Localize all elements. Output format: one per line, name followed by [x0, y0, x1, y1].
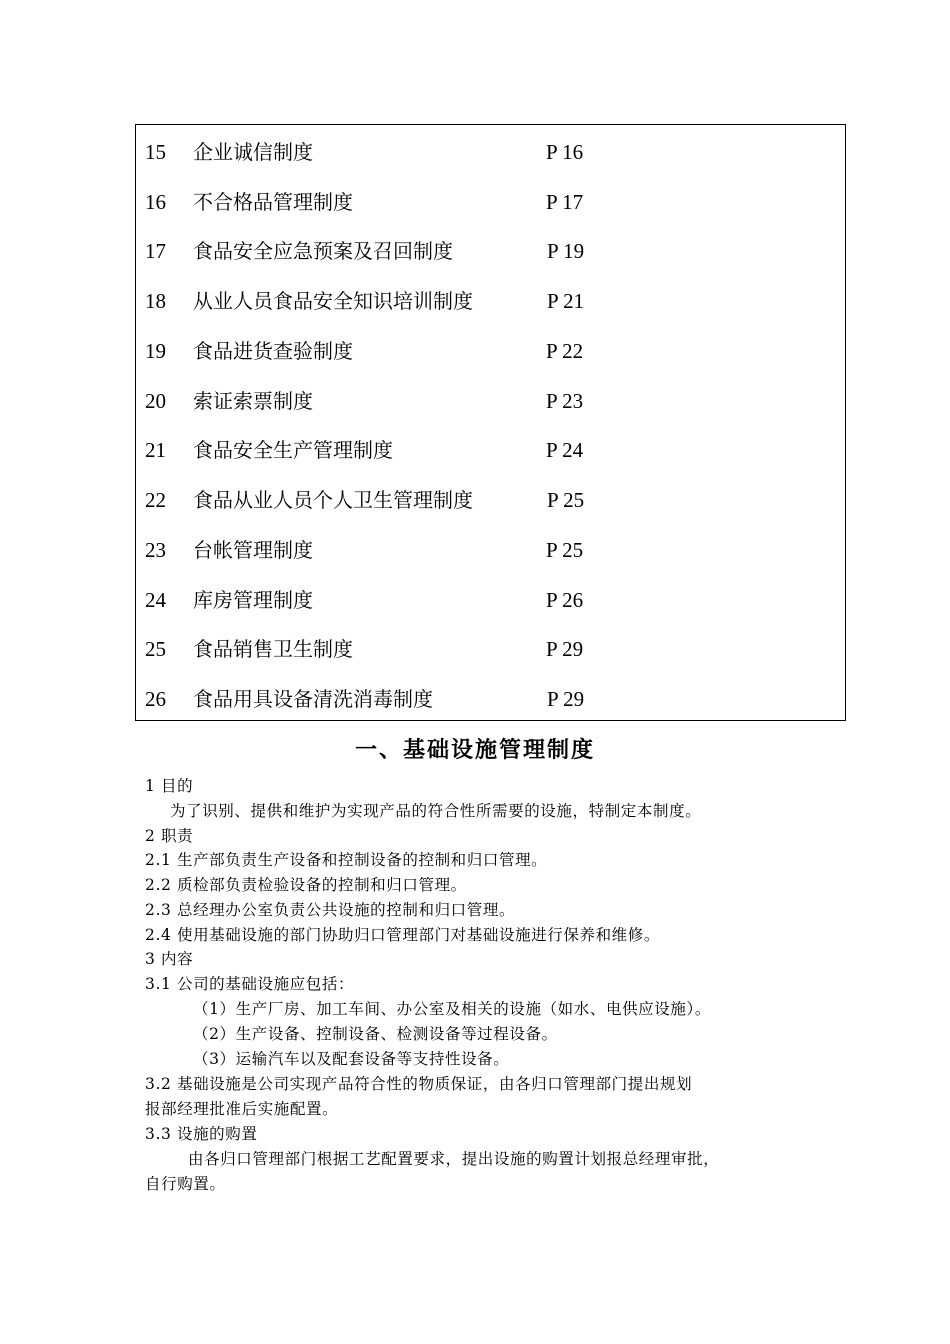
toc-page: P 24 — [546, 438, 584, 462]
toc-number: 25 — [145, 637, 166, 661]
list-item: 2.4 使用基础设施的部门协助归口管理部门对基础设施进行保养和维修。 — [145, 926, 660, 944]
list-item: 3.1 公司的基础设施应包括： — [145, 975, 355, 993]
sub-list-item: （1）生产厂房、加工车间、办公室及相关的设施（如水、电供应设施）。 — [193, 1000, 711, 1018]
toc-page: P 29 — [546, 637, 584, 661]
toc-row — [136, 585, 845, 615]
list-item: 2.2 质检部负责检验设备的控制和归口管理。 — [145, 876, 467, 894]
section-title: 一、基础设施管理制度 — [354, 738, 595, 763]
toc-row — [136, 187, 845, 217]
toc-title: 食品进货查验制度 — [193, 339, 353, 363]
toc-title: 从业人员食品安全知识培训制度 — [193, 289, 473, 313]
toc-number: 24 — [145, 588, 166, 612]
toc-number: 16 — [145, 190, 166, 214]
toc-row — [136, 634, 845, 664]
toc-row — [136, 236, 845, 266]
toc-row — [136, 535, 845, 565]
toc-number: 19 — [145, 339, 166, 363]
toc-title: 食品安全生产管理制度 — [193, 438, 393, 462]
toc-number: 15 — [145, 140, 166, 164]
list-item: 3.2 基础设施是公司实现产品符合性的物质保证，由各归口管理部门提出规划 — [145, 1075, 693, 1093]
toc-number: 20 — [145, 389, 166, 413]
heading-purpose: 1 目的 — [145, 777, 194, 795]
table-of-contents — [135, 124, 846, 721]
toc-title: 库房管理制度 — [193, 588, 313, 612]
toc-page: P 29 — [547, 687, 585, 711]
toc-title: 食品从业人员个人卫生管理制度 — [193, 488, 473, 512]
paragraph: 由各归口管理部门根据工艺配置要求，提出设施的购置计划报总经理审批， — [188, 1150, 720, 1168]
toc-number: 17 — [145, 239, 166, 263]
paragraph: 为了识别、提供和维护为实现产品的符合性所需要的设施，特制定本制度。 — [170, 802, 702, 820]
toc-title: 台帐管理制度 — [193, 538, 313, 562]
toc-page: P 21 — [547, 289, 585, 313]
sub-list-item: （2）生产设备、控制设备、检测设备等过程设备。 — [193, 1025, 558, 1043]
toc-title: 不合格品管理制度 — [193, 190, 353, 214]
toc-page: P 23 — [546, 389, 584, 413]
toc-page: P 22 — [546, 339, 584, 363]
toc-row — [136, 435, 845, 465]
toc-row — [136, 485, 845, 515]
toc-row — [136, 386, 845, 416]
toc-number: 21 — [145, 438, 166, 462]
toc-title: 食品安全应急预案及召回制度 — [193, 239, 453, 263]
toc-title: 企业诚信制度 — [193, 140, 313, 164]
toc-page: P 25 — [547, 488, 585, 512]
toc-row — [136, 336, 845, 366]
toc-page: P 17 — [546, 190, 584, 214]
toc-page: P 16 — [546, 140, 584, 164]
heading-content: 3 内容 — [145, 950, 194, 968]
toc-row — [136, 684, 845, 714]
toc-page: P 25 — [546, 538, 584, 562]
toc-title: 索证索票制度 — [193, 389, 313, 413]
toc-title: 食品用具设备清洗消毒制度 — [193, 687, 433, 711]
list-item: 3.3 设施的购置 — [145, 1125, 258, 1143]
list-item-continuation: 报部经理批准后实施配置。 — [145, 1100, 339, 1118]
toc-row — [136, 137, 845, 167]
toc-number: 18 — [145, 289, 166, 313]
list-item: 2.3 总经理办公室负责公共设施的控制和归口管理。 — [145, 901, 516, 919]
toc-page: P 26 — [546, 588, 584, 612]
toc-number: 22 — [145, 488, 166, 512]
heading-duties: 2 职责 — [145, 827, 194, 845]
paragraph-continuation: 自行购置。 — [145, 1175, 226, 1193]
toc-number: 26 — [145, 687, 166, 711]
list-item: 2.1 生产部负责生产设备和控制设备的控制和归口管理。 — [145, 851, 548, 869]
toc-title: 食品销售卫生制度 — [193, 637, 353, 661]
toc-row — [136, 286, 845, 316]
toc-number: 23 — [145, 538, 166, 562]
toc-page: P 19 — [547, 239, 585, 263]
sub-list-item: （3）运输汽车以及配套设备等支持性设备。 — [193, 1050, 510, 1068]
